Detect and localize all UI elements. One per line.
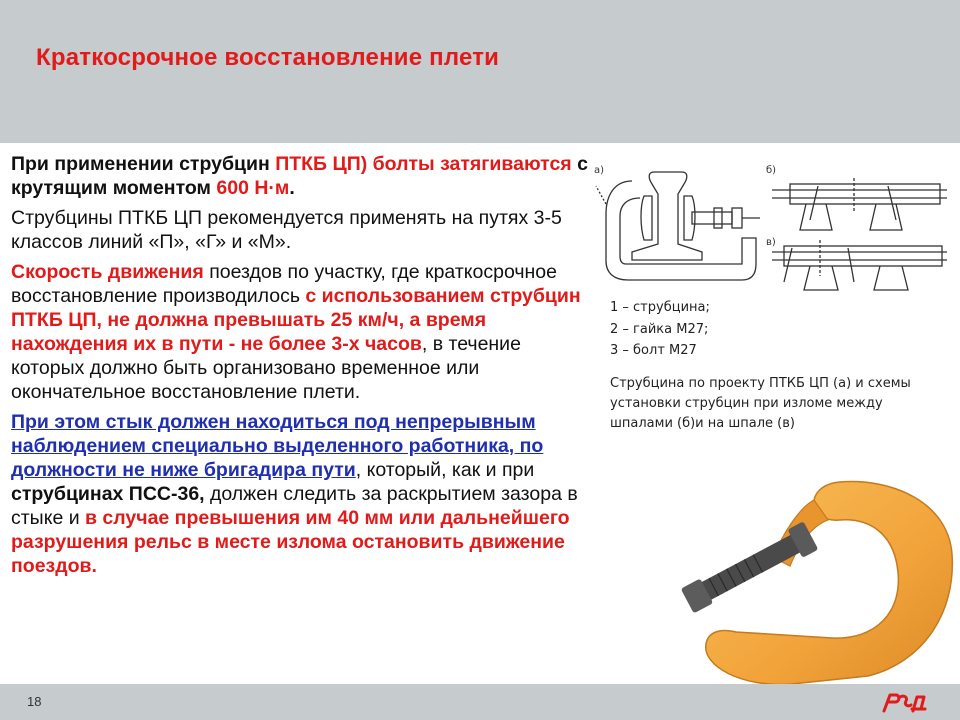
text-span: , который, как и при [355,459,535,481]
text-span-highlight: в случае превышения им 40 мм или дальнейшего разрушения рельс в месте излома остановить движение поездов. [11,507,570,577]
clamp-drawing-icon [592,156,952,292]
text-span: , в течение которых должно быть организовано временное или окончательное восстановление плети. [11,333,521,403]
text-span-bold: струбцинах ПСС-36, [11,483,205,505]
paragraph-torque [11,152,599,200]
paragraph-supervision [11,410,599,578]
label-v: в) [766,237,776,248]
header-band [0,0,960,143]
text-span: должен следить за раскрытием зазора в стыке и [11,483,578,529]
text-span: поездов по участку, где краткосрочное восстановление производилось [11,261,557,307]
legend-item: 3 – болт М27 [610,343,697,358]
legend-item: 2 – гайка М27; [610,321,709,337]
slide-title: Краткосрочное восстановление плети [36,44,500,71]
paragraph-speed [11,260,599,404]
clamp-photo-icon [662,462,960,684]
text-span: . [289,177,295,199]
legend-item: 1 – струбцина; [610,300,710,315]
label-a: а) [594,165,605,176]
footer-band [0,684,960,720]
text-span: При применении струбцин [11,153,276,175]
paragraph-usage: Струбцины ПТКБ ЦП рекомендуется применять на путях 3-5 классов линий «П», «Г» и «М». [11,207,562,253]
text-span-underlined: При этом стык должен находиться под непрерывным наблюдением специально выделенного работника, по должности не ниже бригадира пути [11,411,544,481]
header-divider [0,143,960,146]
rzd-logo-icon [880,689,928,715]
figure-caption: Струбцина по проекту ПТКБ ЦП (а) и схемы установки струбцин при изломе между шпалами (б)и на шпале (в) [610,376,911,431]
text-span-highlight: с использованием струбцин ПТКБ ЦП, не должна превышать 25 км/ч, а время нахождения их в пути - не более 3-х часов [11,285,581,355]
page-number: 18 [27,694,42,709]
text-span: с крутящим моментом [11,153,588,199]
text-span-highlight: ПТКБ ЦП) болты затягиваются [275,153,572,175]
body-text [11,152,599,584]
text-span-highlight: Скорость движения [11,261,204,283]
text-span-highlight: 600 Н·м [216,177,290,199]
label-b: б) [766,165,777,176]
figure-legend [610,297,710,362]
